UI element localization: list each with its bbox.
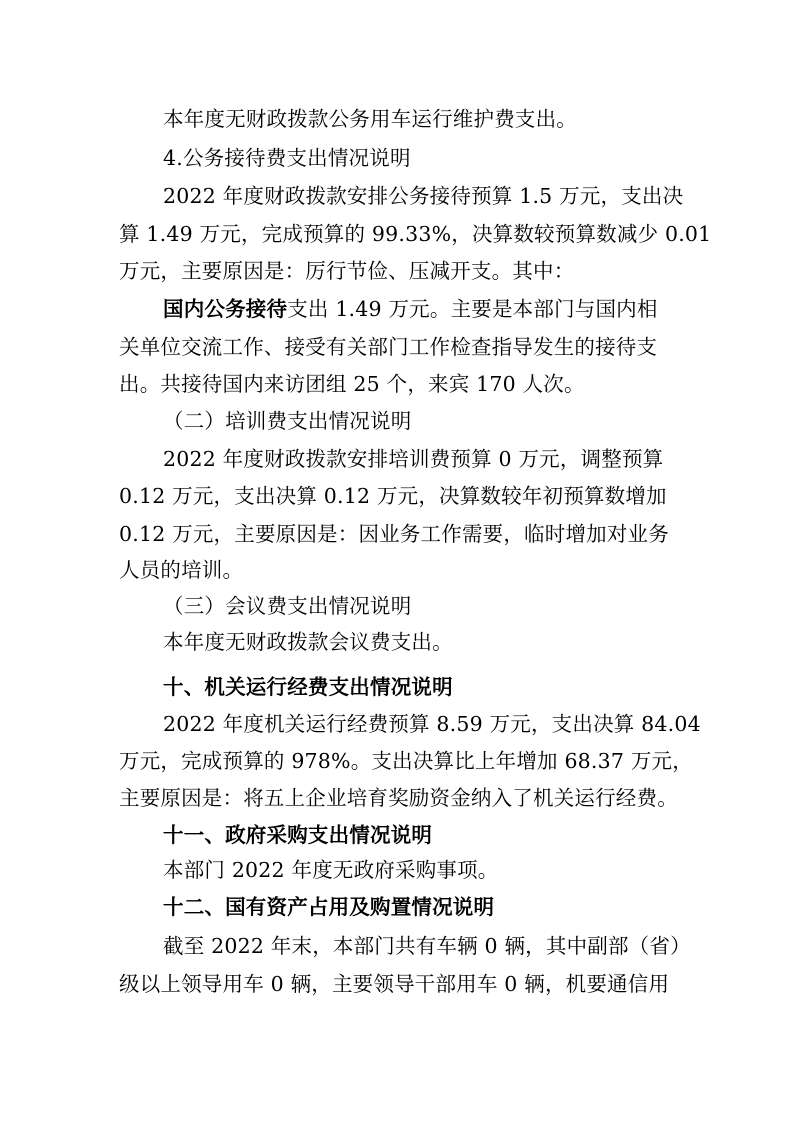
paragraph-line: 人员的培训。: [119, 558, 244, 582]
section-heading: 4.公务接待费支出情况说明: [163, 146, 411, 170]
paragraph-line: 本年度无财政拨款公务用车运行维护费支出。: [163, 107, 577, 131]
paragraph-line: 级以上领导用车 0 辆，主要领导干部用车 0 辆，机要通信用: [119, 972, 670, 996]
paragraph-line: 算 1.49 万元，完成预算的 99.33%，决算数较预算数减少 0.01: [119, 222, 712, 246]
paragraph-line: 本部门 2022 年度无政府采购事项。: [163, 858, 499, 882]
section-heading-bold: 十一、政府采购支出情况说明: [163, 823, 433, 847]
paragraph-text: 支出 1.49 万元。主要是本部门与国内相: [287, 297, 658, 321]
paragraph-line: 万元，完成预算的 978%。支出决算比上年增加 68.37 万元，: [119, 749, 693, 773]
paragraph-line: 0.12 万元，主要原因是：因业务工作需要，临时增加对业务: [119, 522, 669, 546]
section-heading: （二）培训费支出情况说明: [163, 409, 412, 433]
paragraph-line: 出。共接待国内来访团组 25 个，来宾 170 人次。: [119, 372, 585, 396]
paragraph-line: 2022 年度机关运行经费预算 8.59 万元，支出决算 84.04: [163, 712, 701, 736]
section-heading: （三）会议费支出情况说明: [163, 594, 412, 618]
paragraph-line: 本年度无财政拨款会议费支出。: [163, 630, 453, 654]
section-heading-bold: 十、机关运行经费支出情况说明: [163, 675, 453, 699]
paragraph-line: 万元，主要原因是：厉行节俭、压减开支。其中：: [119, 259, 575, 283]
paragraph-line: [163, 295, 658, 323]
paragraph-line: 主要原因是：将五上企业培育奖励资金纳入了机关运行经费。: [119, 786, 678, 810]
paragraph-line: 2022 年度财政拨款安排培训费预算 0 万元，调整预算: [163, 447, 664, 471]
section-heading-bold: 十二、国有资产占用及购置情况说明: [163, 895, 495, 919]
paragraph-line: 2022 年度财政拨款安排公务接待预算 1.5 万元，支出决: [163, 184, 684, 208]
paragraph-line: 截至 2022 年末，本部门共有车辆 0 辆，其中副部（省）: [163, 934, 691, 958]
paragraph-line: 关单位交流工作、接受有关部门工作检查指导发生的接待支: [119, 335, 658, 359]
paragraph-line: 0.12 万元，支出决算 0.12 万元，决算数较年初预算数增加: [119, 484, 667, 508]
bold-term: 国内公务接待: [163, 297, 288, 321]
